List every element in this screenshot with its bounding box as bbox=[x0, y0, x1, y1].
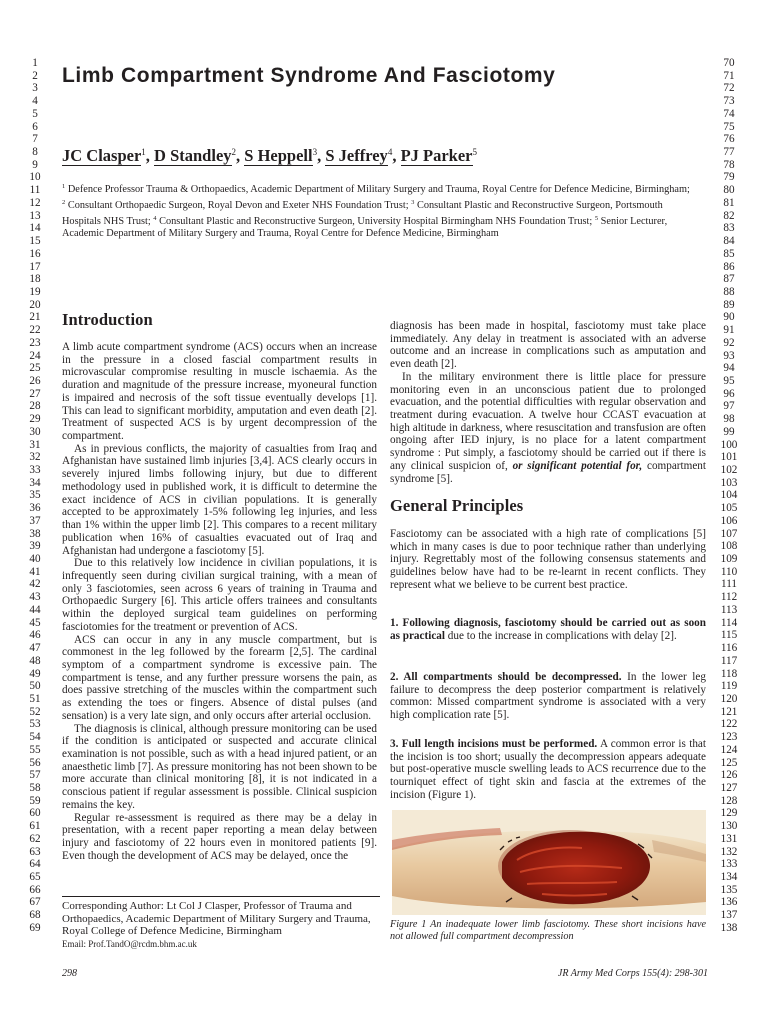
paragraph-text: compartment syndrome [5]. bbox=[390, 459, 707, 485]
line-number: 21 bbox=[29, 311, 41, 324]
line-number: 132 bbox=[720, 845, 738, 858]
line-number: 2 bbox=[32, 69, 38, 82]
line-number: 71 bbox=[723, 69, 735, 82]
line-number: 75 bbox=[723, 120, 735, 133]
line-number: 8 bbox=[32, 146, 38, 159]
page-number: 298 bbox=[62, 968, 77, 979]
line-number: 102 bbox=[720, 464, 738, 476]
line-number: 122 bbox=[720, 718, 738, 731]
line-number: 94 bbox=[723, 362, 735, 375]
line-number: 79 bbox=[723, 171, 735, 184]
line-number: 59 bbox=[29, 794, 41, 807]
line-number: 4 bbox=[32, 95, 38, 108]
principle-3 bbox=[390, 738, 706, 802]
line-number: 57 bbox=[29, 769, 41, 782]
line-number: 56 bbox=[29, 756, 41, 769]
line-number: 5 bbox=[32, 107, 38, 120]
affil-mark: 5 bbox=[594, 214, 599, 222]
body-paragraph: A limb acute compartment syndrome (ACS) occurs when an increase in the pressure in a closed fascial compartment results in microvascular compromise resulting in muscle ischaemia. As the duration and magnitude of the pressure increase, myoneural function is impaired and necrosis of the soft tissue eventually develops [1]. This can lead to significant morbidity, amputation and even death [2]. Treatment of suspected ACS is by urgent decompression of the compartment. bbox=[62, 341, 377, 443]
affil-mark: 4 bbox=[153, 214, 157, 222]
line-number: 123 bbox=[720, 731, 738, 744]
line-number: 55 bbox=[29, 743, 41, 756]
line-number: 70 bbox=[723, 57, 735, 69]
line-number: 28 bbox=[29, 400, 41, 413]
line-number: 97 bbox=[723, 400, 735, 413]
body-paragraph: Regular re-assessment is required as there may be a delay in presentation, with a recent paper reporting a mean delay between injury and fasciotomy of 22 hours even in monitored patients [9]. Even though the development of ACS may be delayed, once the bbox=[62, 811, 377, 862]
line-number: 50 bbox=[29, 680, 41, 693]
line-number: 106 bbox=[720, 514, 738, 527]
line-number: 119 bbox=[720, 680, 738, 693]
line-number: 24 bbox=[29, 349, 41, 362]
line-number: 133 bbox=[720, 858, 738, 871]
corresponding-author bbox=[62, 900, 380, 951]
principle-2 bbox=[390, 671, 706, 722]
body-paragraph: Due to this relatively low incidence in civilian populations, it is infrequently seen during civilian surgical training, with a mean of only 3 fasciotomies, seen across 6 years of training in Trauma and Orthopaedic Surgery [6]. This article offers trainees and consultants within the deployed surgical team guidelines on performing fasciotomies for the treatment or prevention of ACS. bbox=[62, 557, 377, 633]
body-paragraph bbox=[390, 371, 706, 485]
line-number: 129 bbox=[720, 807, 738, 820]
line-number: 117 bbox=[720, 654, 738, 667]
line-number: 125 bbox=[720, 756, 738, 769]
line-number: 88 bbox=[723, 285, 735, 298]
line-number: 83 bbox=[723, 222, 735, 235]
author-name[interactable]: PJ Parker bbox=[400, 146, 473, 165]
author-list: JC Clasper$^1$, D Standley$^2$, S Heppell$^3$, S Jeffrey$^4$, PJ Parker$^5$ bbox=[62, 146, 477, 165]
line-number: 17 bbox=[29, 260, 41, 273]
affiliation: Consultant Plastic and Reconstructive Surgeon, University Hospital Birmingham NHS Foundation Trust; bbox=[159, 215, 593, 227]
line-number: 91 bbox=[723, 324, 735, 337]
line-number: 31 bbox=[29, 438, 41, 451]
principle-text: due to the increase in complications with delay [2]. bbox=[445, 629, 677, 642]
line-number: 26 bbox=[29, 374, 41, 387]
line-number: 134 bbox=[720, 871, 738, 883]
affiliation: Consultant Orthopaedic Surgeon, Royal Devon and Exeter NHS Foundation Trust; bbox=[67, 199, 409, 211]
line-number: 118 bbox=[720, 667, 738, 680]
line-number: 37 bbox=[29, 514, 41, 527]
figure-1-caption: Figure 1 An inadequate lower limb fasciotomy. These short incisions have not allowed full compartment decompression bbox=[390, 919, 706, 942]
line-number: 34 bbox=[29, 476, 41, 489]
line-number: 65 bbox=[29, 871, 41, 883]
author-affil-mark: 3 bbox=[312, 147, 318, 157]
line-number: 29 bbox=[29, 413, 41, 426]
line-number: 15 bbox=[29, 235, 41, 248]
line-number: 121 bbox=[720, 705, 738, 718]
line-number: 130 bbox=[720, 820, 738, 833]
line-number: 112 bbox=[720, 591, 738, 604]
author-name[interactable]: D Standley bbox=[154, 146, 232, 165]
author-name[interactable]: S Jeffrey bbox=[325, 146, 388, 165]
wound-photo-illustration bbox=[392, 810, 706, 915]
line-number: 18 bbox=[29, 273, 41, 286]
line-number: 138 bbox=[720, 921, 738, 934]
line-number: 90 bbox=[723, 311, 735, 324]
line-number: 128 bbox=[720, 794, 738, 807]
line-number: 105 bbox=[720, 502, 738, 515]
line-number: 66 bbox=[29, 883, 41, 896]
line-number: 110 bbox=[720, 565, 738, 578]
line-number: 115 bbox=[720, 629, 738, 642]
right-column-body bbox=[390, 320, 706, 485]
line-number: 77 bbox=[723, 146, 735, 159]
line-number: 86 bbox=[723, 260, 735, 273]
line-number: 45 bbox=[29, 616, 41, 629]
affil-mark: 3 bbox=[411, 198, 415, 206]
body-paragraph: As in previous conflicts, the majority of casualties from Iraq and Afghanistan have sustained limb injuries [3,4]. ACS clearly occurs in severely injured limbs following injury, but due to different methodology used in published work, it is difficult to determine the exact incidence of ACS in civilian populations. It is generally accepted to be approximately 1-5% following leg injuries, and less than 1% within the upper limb [2]. This compares to a recent military publication when 16% of casualties evacuated out of Iraq and Afghanistan had undergone a fasciotomy [5]. bbox=[62, 442, 377, 557]
affil-mark: 2 bbox=[62, 198, 66, 206]
affil-mark: 1 bbox=[62, 183, 66, 190]
line-number: 131 bbox=[720, 832, 738, 845]
principle-text: A common error is that the incision is too short; usually the decompression appears adequate but post-operative muscle swelling leads to ACS recurrence due to the tourniquet effect of tight skin and fascia at the extremes of the incision (Figure 1). bbox=[390, 738, 706, 801]
line-number: 113 bbox=[720, 603, 738, 616]
line-number: 62 bbox=[29, 832, 41, 845]
line-number: 23 bbox=[29, 336, 41, 349]
line-number: 111 bbox=[721, 578, 737, 591]
line-number: 89 bbox=[723, 298, 735, 311]
line-number: 16 bbox=[29, 247, 41, 260]
line-number: 68 bbox=[29, 909, 41, 922]
line-number: 124 bbox=[720, 743, 738, 756]
line-number: 22 bbox=[29, 324, 41, 337]
line-number: 14 bbox=[29, 222, 41, 235]
line-number: 3 bbox=[32, 82, 38, 95]
line-number: 1 bbox=[32, 57, 38, 69]
line-number: 82 bbox=[723, 209, 735, 222]
line-number: 78 bbox=[723, 158, 735, 171]
line-number: 109 bbox=[720, 553, 738, 566]
line-number: 127 bbox=[720, 781, 738, 794]
line-number: 40 bbox=[29, 553, 41, 566]
principle-heading: 3. Full length incisions must be performed. bbox=[390, 738, 598, 750]
line-number: 120 bbox=[720, 692, 738, 705]
line-number: 44 bbox=[29, 603, 41, 616]
affiliation: Senior Lecturer, Academic Department of Military Surgery and Trauma, Royal Centre for Defence Medicine, Birmingham bbox=[62, 215, 668, 240]
line-number: 42 bbox=[29, 578, 41, 591]
section-heading-general-principles: General Principles bbox=[390, 496, 524, 515]
line-number: 92 bbox=[723, 336, 735, 349]
line-number: 11 bbox=[29, 184, 41, 197]
line-number: 100 bbox=[720, 438, 738, 451]
figure-1-fasciotomy-photo bbox=[392, 810, 706, 915]
line-number: 19 bbox=[29, 285, 41, 298]
corresponding-author-text: Corresponding Author: Lt Col J Clasper, Professor of Trauma and Orthopaedics, Academic Department of Military Surgery and Trauma, Royal College of Defence Medicine, Birmingham bbox=[62, 900, 371, 938]
line-number: 61 bbox=[29, 820, 41, 833]
principle-text: In the lower leg failure to decompress the deep posterior compartment is relatively common: Missed compartment syndrome is associated with a very high complication rate [5]. bbox=[390, 671, 706, 722]
line-number: 49 bbox=[29, 667, 41, 680]
line-number: 39 bbox=[29, 540, 41, 553]
general-principles-intro: Fasciotomy can be associated with a high rate of complications [5] which in many cases is due to poor technique rather than underlying injury. Regrettably most of the following consensus statements and guidelines below have had to be re-learnt in recent conflicts. They represent what we believe to be current best practice. bbox=[390, 528, 706, 591]
left-line-numbers bbox=[26, 57, 44, 935]
body-paragraph: The diagnosis is clinical, although pressure monitoring can be used if the condition is anticipated or suspected and accurate clinical examination is not possible, such as with a head injured patient, or an anaesthetic limb [7]. As pressure monitoring has not been shown to be more accurate than clinical monitoring [8], it is not indicated in a conscious patient if regular assessment is possible. Clinical suspicion remains the key. bbox=[62, 722, 377, 811]
line-number: 30 bbox=[29, 425, 41, 438]
line-number: 114 bbox=[720, 616, 738, 629]
line-number: 116 bbox=[720, 642, 738, 655]
line-number: 36 bbox=[29, 502, 41, 515]
line-number: 84 bbox=[723, 235, 735, 248]
author-name[interactable]: S Heppell bbox=[244, 146, 313, 165]
line-number: 96 bbox=[723, 387, 735, 400]
affiliations bbox=[62, 181, 692, 241]
article-title: Limb Compartment Syndrome And Fasciotomy bbox=[62, 64, 556, 87]
line-number: 27 bbox=[29, 387, 41, 400]
author-affil-mark: 1 bbox=[141, 147, 146, 157]
line-number: 80 bbox=[723, 184, 735, 197]
affiliation: Defence Professor Trauma & Orthopaedics, Academic Department of Military Surgery and Trauma, Royal Centre for Defence Medicine, Birmingham; bbox=[67, 184, 690, 195]
line-number: 135 bbox=[720, 883, 738, 896]
line-number: 6 bbox=[32, 120, 38, 133]
emphasis-text: or significant potential for, bbox=[512, 459, 643, 472]
line-number: 32 bbox=[29, 451, 41, 464]
journal-citation: JR Army Med Corps 155(4): 298-301 bbox=[557, 968, 708, 979]
line-number: 67 bbox=[29, 896, 41, 909]
paragraph-text: In the military environment there is little place for pressure monitoring even in an unconscious patient due to prolonged evacuation, and the potential difficulties with regular observation and treatment during evacuation. A twelve hour CCAST evacuation at high altitude in darkness, where resuscitation and transfusion are often ongoing after IED injury, is no place for a latent compartment syndrome : Put simply, a fasciotomy should be carried out if there is any clinical suspicion of, bbox=[390, 370, 706, 472]
line-number: 108 bbox=[720, 540, 738, 553]
principle-heading: 2. All compartments should be decompressed. bbox=[390, 671, 622, 683]
right-line-numbers bbox=[720, 57, 738, 935]
footnote-rule bbox=[62, 896, 380, 897]
line-number: 7 bbox=[32, 133, 38, 146]
line-number: 64 bbox=[29, 858, 41, 871]
line-number: 103 bbox=[720, 476, 738, 489]
corresponding-email[interactable]: Email: Prof.TandO@rcdm.bhm.ac.uk bbox=[62, 939, 197, 950]
line-number: 87 bbox=[723, 273, 735, 286]
line-number: 53 bbox=[29, 718, 41, 731]
line-number: 95 bbox=[723, 374, 735, 387]
line-number: 35 bbox=[29, 489, 41, 502]
author-affil-mark: 5 bbox=[472, 147, 477, 157]
line-number: 93 bbox=[723, 349, 735, 362]
line-number: 38 bbox=[29, 527, 41, 540]
line-number: 12 bbox=[29, 196, 41, 209]
line-number: 136 bbox=[720, 896, 738, 909]
line-number: 76 bbox=[723, 133, 735, 146]
section-heading-introduction: Introduction bbox=[62, 310, 153, 329]
body-paragraph: ACS can occur in any in any muscle compartment, but is commonest in the leg followed by the forearm [2,5]. The cardinal symptom of a compartment syndrome is excessive pain. The compartment is tense, and any further pressure worsens the pain, as does passive stretching of the muscles within the compartment such as extending the toes or fingers. Absence of distal pulses (and sensation) is a very late sign, and only occurs after arterial occlusion. bbox=[62, 633, 377, 722]
principle-1 bbox=[390, 617, 706, 642]
author-affil-mark: 2 bbox=[231, 147, 237, 157]
line-number: 137 bbox=[720, 909, 738, 922]
author-affil-mark: 4 bbox=[387, 147, 393, 157]
line-number: 51 bbox=[29, 692, 41, 705]
line-number: 9 bbox=[32, 158, 38, 171]
line-number: 98 bbox=[723, 413, 735, 426]
line-number: 48 bbox=[29, 654, 41, 667]
line-number: 25 bbox=[29, 362, 41, 375]
line-number: 74 bbox=[723, 107, 735, 120]
line-number: 60 bbox=[29, 807, 41, 820]
introduction-body bbox=[62, 341, 377, 862]
line-number: 20 bbox=[29, 298, 41, 311]
line-number: 99 bbox=[723, 425, 735, 438]
line-number: 54 bbox=[29, 731, 41, 744]
affiliation: Consultant Plastic and Reconstructive Surgeon, Portsmouth Hospitals NHS Trust; bbox=[62, 199, 663, 227]
line-number: 10 bbox=[29, 171, 41, 184]
line-number: 33 bbox=[29, 464, 41, 476]
body-paragraph: diagnosis has been made in hospital, fasciotomy must take place immediately. Any delay in treatment is associated with an adverse outcome and an increase in complications such as amputation and even death [2]. bbox=[390, 320, 706, 371]
line-number: 63 bbox=[29, 845, 41, 858]
line-number: 58 bbox=[29, 781, 41, 794]
line-number: 41 bbox=[29, 565, 41, 578]
line-number: 85 bbox=[723, 247, 735, 260]
line-number: 69 bbox=[29, 921, 41, 934]
line-number: 72 bbox=[723, 82, 735, 95]
line-number: 101 bbox=[720, 451, 738, 464]
line-number: 52 bbox=[29, 705, 41, 718]
line-number: 73 bbox=[723, 95, 735, 108]
line-number: 13 bbox=[29, 209, 41, 222]
line-number: 126 bbox=[720, 769, 738, 782]
line-number: 107 bbox=[720, 527, 738, 540]
line-number: 104 bbox=[720, 489, 738, 502]
principle-heading: 1. Following diagnosis, fasciotomy should be carried out as soon as practical bbox=[390, 617, 706, 642]
line-number: 43 bbox=[29, 591, 41, 604]
line-number: 46 bbox=[29, 629, 41, 642]
author-name[interactable]: JC Clasper bbox=[62, 146, 142, 165]
line-number: 47 bbox=[29, 642, 41, 655]
line-number: 81 bbox=[723, 196, 735, 209]
